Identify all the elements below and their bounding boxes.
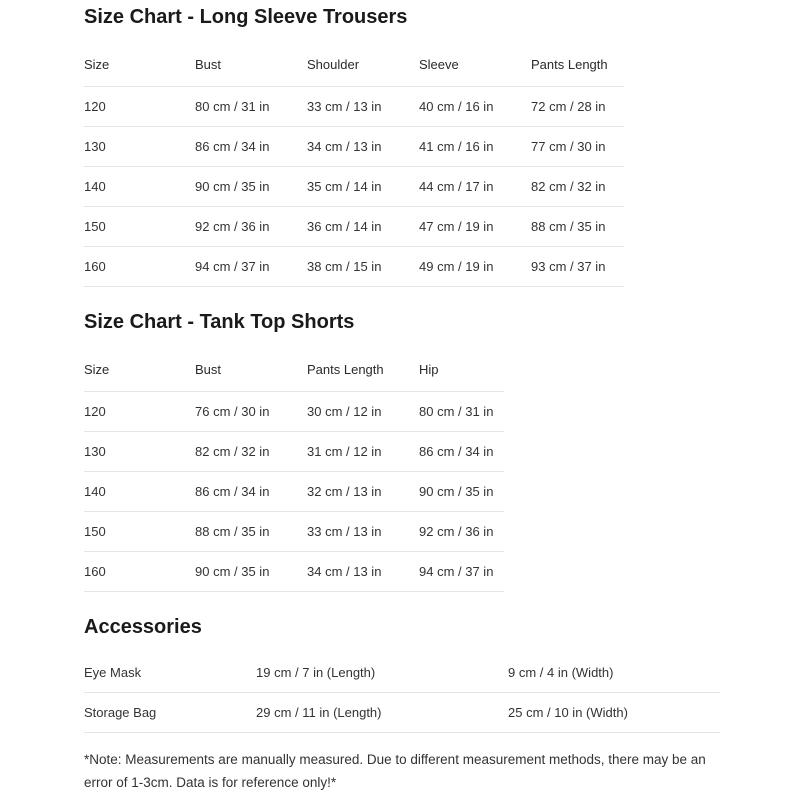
table-cell: 90 cm / 35 in [195,167,307,207]
table-cell: 90 cm / 35 in [419,472,504,512]
table-cell: 88 cm / 35 in [195,512,307,552]
column-header: Size [84,361,110,377]
table-header-row [84,347,504,392]
column-header: Bust [195,56,222,72]
table-cell: 120 [84,392,195,432]
column-header: Hip [419,361,439,377]
table-cell: 88 cm / 35 in [531,207,624,247]
table-cell: 9 cm / 4 in (Width) [508,665,614,680]
table-cell: 92 cm / 36 in [195,207,307,247]
accessories-table [84,653,720,733]
table-cell: 49 cm / 19 in [419,247,531,287]
table-cell: 86 cm / 34 in [195,127,307,167]
table-row [84,247,624,287]
table-cell: 130 [84,432,195,472]
table-cell: 90 cm / 35 in [195,552,307,592]
table-cell: 80 cm / 31 in [195,87,307,127]
measurement-note: *Note: Measurements are manually measured. Due to different measurement methods, there may be an error of 1-3cm. Data is for reference only!* [84,752,706,790]
table-cell: 94 cm / 37 in [195,247,307,287]
column-header: Size [84,56,110,72]
table-cell: 38 cm / 15 in [307,247,419,287]
column-header: Pants Length [531,56,608,72]
table-cell: 30 cm / 12 in [307,392,419,432]
table-row [84,87,624,127]
table-row [84,552,504,592]
table-cell: 140 [84,472,195,512]
table-row [84,432,504,472]
table-cell: 150 [84,512,195,552]
table-cell: 35 cm / 14 in [307,167,419,207]
section-title-long-sleeve-trousers: Size Chart - Long Sleeve Trousers [84,6,408,28]
table-cell: 34 cm / 13 in [307,127,419,167]
table-cell: 40 cm / 16 in [419,87,531,127]
table-cell: 41 cm / 16 in [419,127,531,167]
column-header: Pants Length [307,361,384,377]
table-cell: 34 cm / 13 in [307,552,419,592]
table-cell: 76 cm / 30 in [195,392,307,432]
table-cell: 93 cm / 37 in [531,247,624,287]
table-row [84,693,720,733]
table-cell: 44 cm / 17 in [419,167,531,207]
table-cell: 86 cm / 34 in [419,432,504,472]
table-row [84,167,624,207]
column-header: Shoulder [307,56,360,72]
table-cell: 80 cm / 31 in [419,392,504,432]
size-table-long-sleeve-trousers [84,42,624,287]
table-cell: 82 cm / 32 in [531,167,624,207]
table-cell: 94 cm / 37 in [419,552,504,592]
table-cell: 33 cm / 13 in [307,87,419,127]
table-cell: 36 cm / 14 in [307,207,419,247]
table-header-row [84,42,624,87]
table-cell: 150 [84,207,195,247]
table-cell: 160 [84,552,195,592]
table-cell: 33 cm / 13 in [307,512,419,552]
table-row [84,472,504,512]
table-cell: 82 cm / 32 in [195,432,307,472]
table-cell: 31 cm / 12 in [307,432,419,472]
table-cell: 72 cm / 28 in [531,87,624,127]
column-header: Bust [195,361,222,377]
table-cell: 29 cm / 11 in (Length) [256,693,508,733]
table-cell: 47 cm / 19 in [419,207,531,247]
table-row [84,512,504,552]
table-cell: 120 [84,87,195,127]
table-cell: 140 [84,167,195,207]
table-cell: 86 cm / 34 in [195,472,307,512]
table-cell: 92 cm / 36 in [419,512,504,552]
size-table-tank-top-shorts [84,347,504,592]
table-cell: 77 cm / 30 in [531,127,624,167]
table-row [84,207,624,247]
table-cell: 130 [84,127,195,167]
table-row [84,127,624,167]
table-cell: 19 cm / 7 in (Length) [256,665,376,680]
table-cell: 32 cm / 13 in [307,472,419,512]
section-title-tank-top-shorts: Size Chart - Tank Top Shorts [84,311,355,333]
table-cell: Storage Bag [84,693,256,733]
table-cell: Eye Mask [84,665,142,680]
table-cell: 160 [84,247,195,287]
column-header: Sleeve [419,56,459,72]
section-title-accessories: Accessories [84,616,202,638]
table-row [84,392,504,432]
table-row [84,653,720,693]
table-cell: 25 cm / 10 in (Width) [508,693,720,733]
